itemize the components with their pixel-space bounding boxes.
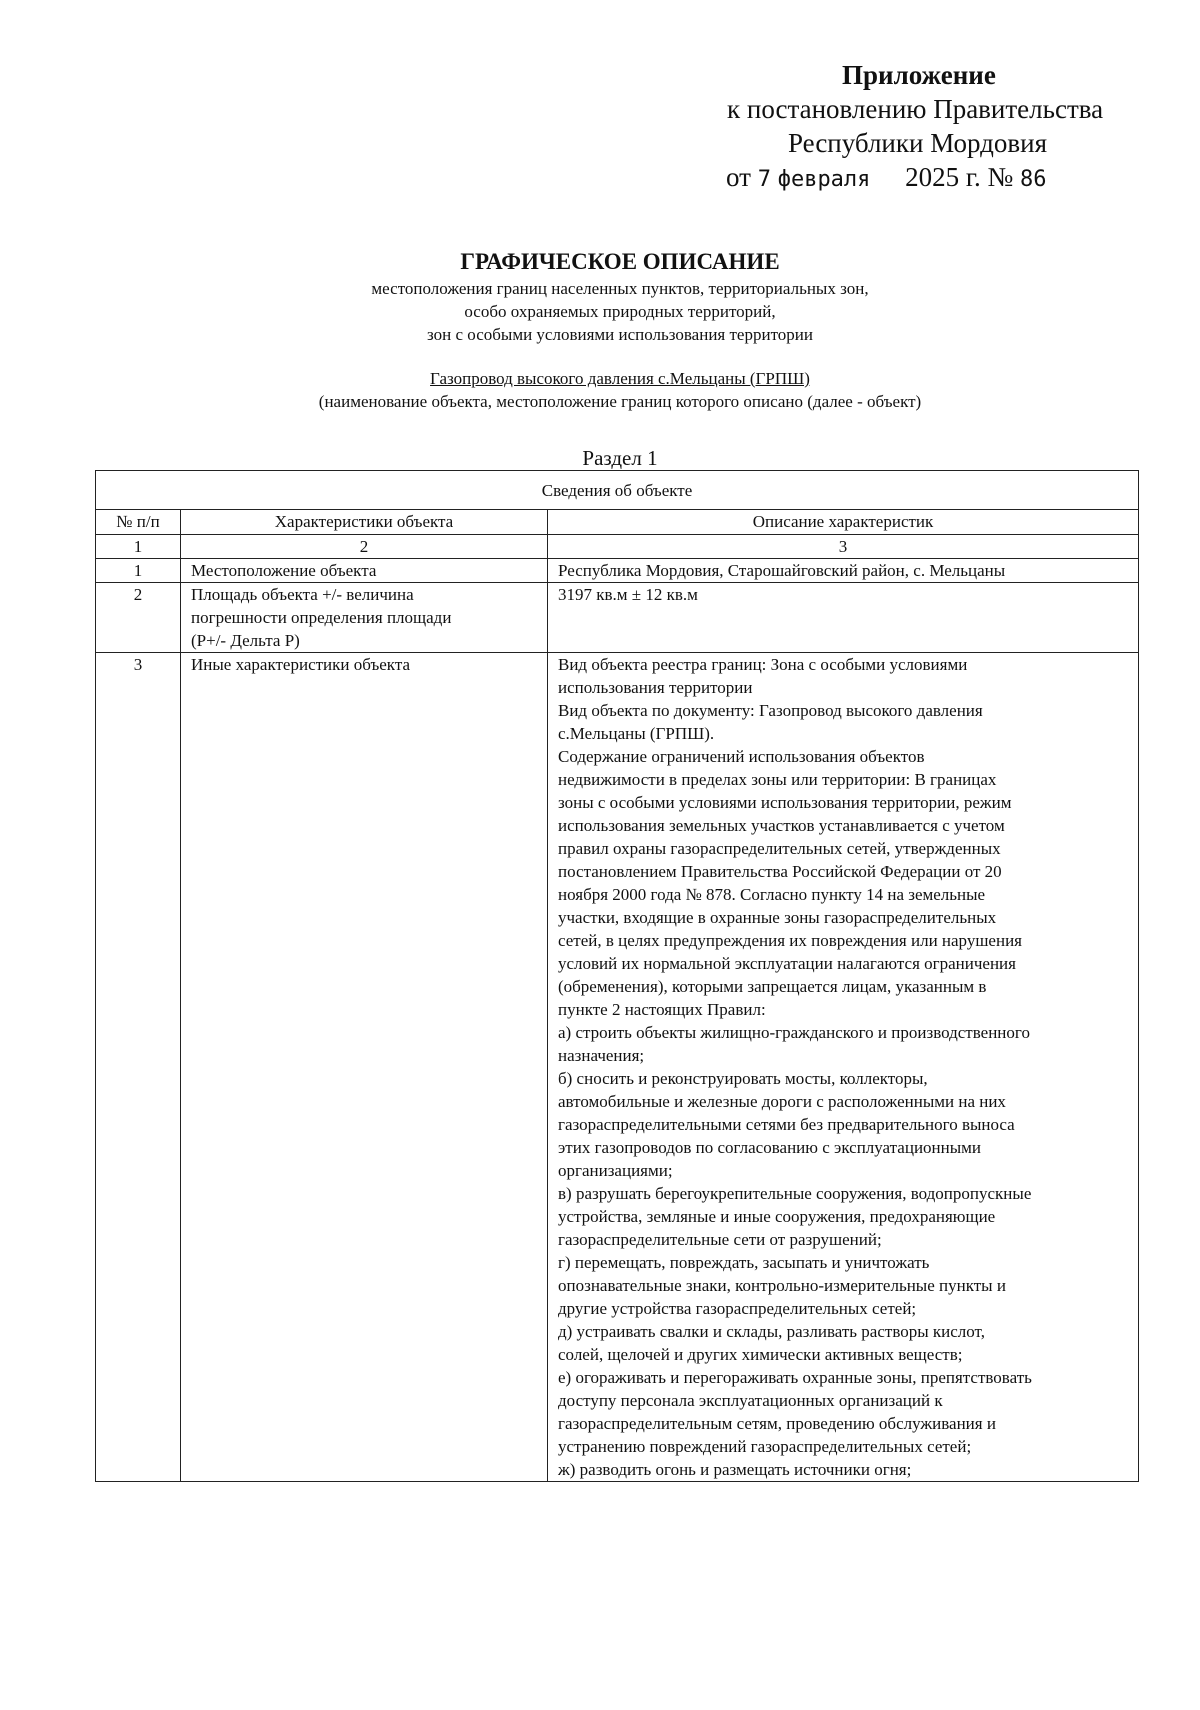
description-line: устройства, земляные и иные сооружения, предохраняющие [558, 1207, 996, 1226]
row-description [548, 583, 1139, 653]
description-line: газораспределительными сетями без предварительного выноса [558, 1115, 1015, 1134]
column-number-3: 3 [548, 535, 1139, 559]
column-number-2: 2 [181, 535, 548, 559]
header-description: Описание характеристик [548, 510, 1139, 535]
row-characteristic [181, 583, 548, 653]
header-characteristics: Характеристики объекта [181, 510, 548, 535]
appendix-title: Приложение [842, 60, 996, 90]
description-line: правил охраны газораспределительных сетей, утвержденных [558, 839, 1001, 858]
document-number: 86 [1019, 167, 1047, 192]
description-line: ноября 2000 года № 878. Согласно пункту 14 на земельные [558, 885, 986, 904]
object-caption: (наименование объекта, местоположение границ которого описано (далее - объект) [318, 392, 922, 411]
section-label: Раздел 1 [582, 446, 658, 470]
date-year: 2025 г. № [905, 162, 1014, 192]
description-line: (обременения), которыми запрещается лицам, указанным в [558, 977, 987, 996]
document-title: ГРАФИЧЕСКОЕ ОПИСАНИЕ [460, 249, 780, 274]
object-block [0, 367, 1200, 413]
header-number: № п/п [96, 510, 181, 535]
description-line: ж) разводить огонь и размещать источники огня; [558, 1460, 912, 1479]
date-prefix: от [726, 162, 751, 192]
row-number: 2 [96, 583, 181, 653]
description-line: постановлением Правительства Российской Федерации от 20 [558, 862, 1002, 881]
description-line: 3197 кв.м ± 12 кв.м [558, 585, 698, 604]
description-line: недвижимости в пределах зоны или территории: В границах [558, 770, 997, 789]
document-heading [0, 247, 1200, 346]
description-line: Содержание ограничений использования объектов [558, 747, 925, 766]
description-line: в) разрушать берегоукрепительные сооружения, водопропускные [558, 1184, 1032, 1203]
description-line: солей, щелочей и других химически активных веществ; [558, 1345, 963, 1364]
appendix-date [726, 160, 1150, 197]
table-row [96, 583, 1139, 653]
characteristic-line: (P+/- Дельта P) [191, 631, 300, 650]
description-line: пункте 2 настоящих Правил: [558, 1000, 766, 1019]
description-line: Республика Мордовия, Старошайговский район, с. Мельцаны [558, 561, 1006, 580]
appendix-line-1: к постановлению Правительства [727, 94, 1104, 124]
date-day: 7 [757, 167, 771, 192]
description-line: использования земельных участков устанавливается с учетом [558, 816, 1005, 835]
description-line: сетей, в целях предупреждения их повреждения или нарушения [558, 931, 1022, 950]
characteristic-line: погрешности определения площади [191, 608, 452, 627]
row-number: 1 [96, 559, 181, 583]
description-line: участки, входящие в охранные зоны газораспределительных [558, 908, 997, 927]
appendix-block [680, 58, 1150, 197]
appendix-line-2: Республики Мордовия [788, 128, 1048, 158]
description-line: назначения; [558, 1046, 645, 1065]
table-row [96, 559, 1139, 583]
row-characteristic [181, 559, 548, 583]
characteristic-line: Иные характеристики объекта [191, 655, 411, 674]
description-line: с.Мельцаны (ГРПШ). [558, 724, 715, 743]
description-line: устранению повреждений газораспределительных сетей; [558, 1437, 972, 1456]
description-line: другие устройства газораспределительных сетей; [558, 1299, 917, 1318]
description-line: газораспределительные сети от разрушений; [558, 1230, 882, 1249]
description-line: этих газопроводов по согласованию с эксплуатационными [558, 1138, 982, 1157]
characteristic-line: Площадь объекта +/- величина [191, 585, 414, 604]
description-line: условий их нормальной эксплуатации налагаются ограничения [558, 954, 1016, 973]
description-line: Вид объекта по документу: Газопровод высокого давления [558, 701, 983, 720]
table-row [96, 653, 1139, 1482]
heading-subtitle-3: зон с особыми условиями использования территории [427, 325, 813, 344]
description-line: опознавательные знаки, контрольно-измерительные пункты и [558, 1276, 1006, 1295]
row-description [548, 559, 1139, 583]
column-number-1: 1 [96, 535, 181, 559]
row-description [548, 653, 1139, 1482]
restrictions-description [558, 653, 1128, 1481]
row-characteristic [181, 653, 548, 1482]
description-line: д) устраивать свалки и склады, разливать растворы кислот, [558, 1322, 985, 1341]
description-line: Вид объекта реестра границ: Зона с особыми условиями [558, 655, 968, 674]
description-line: е) огораживать и перегораживать охранные зоны, препятствовать [558, 1368, 1032, 1387]
row-number: 3 [96, 653, 181, 1482]
description-line: зоны с особыми условиями использования территории, режим [558, 793, 1012, 812]
heading-subtitle-2: особо охраняемых природных территорий, [464, 302, 776, 321]
description-line: использования территории [558, 678, 753, 697]
description-line: г) перемещать, повреждать, засыпать и уничтожать [558, 1253, 930, 1272]
description-line: доступу персонала эксплуатационных организаций к [558, 1391, 943, 1410]
description-line: организациями; [558, 1161, 673, 1180]
heading-subtitle-1: местоположения границ населенных пунктов, территориальных зон, [371, 279, 869, 298]
description-line: б) сносить и реконструировать мосты, коллекторы, [558, 1069, 928, 1088]
description-line: газораспределительным сетям, проведению обслуживания и [558, 1414, 996, 1433]
description-line: а) строить объекты жилищно-гражданского и производственного [558, 1023, 1030, 1042]
date-month: февраля [777, 167, 871, 192]
description-line: автомобильные и железные дороги с расположенными на них [558, 1092, 1006, 1111]
object-name: Газопровод высокого давления с.Мельцаны (ГРПШ) [430, 369, 810, 388]
object-info-table [95, 470, 1139, 1482]
characteristic-line: Местоположение объекта [191, 561, 377, 580]
table-caption: Сведения об объекте [96, 471, 1139, 510]
